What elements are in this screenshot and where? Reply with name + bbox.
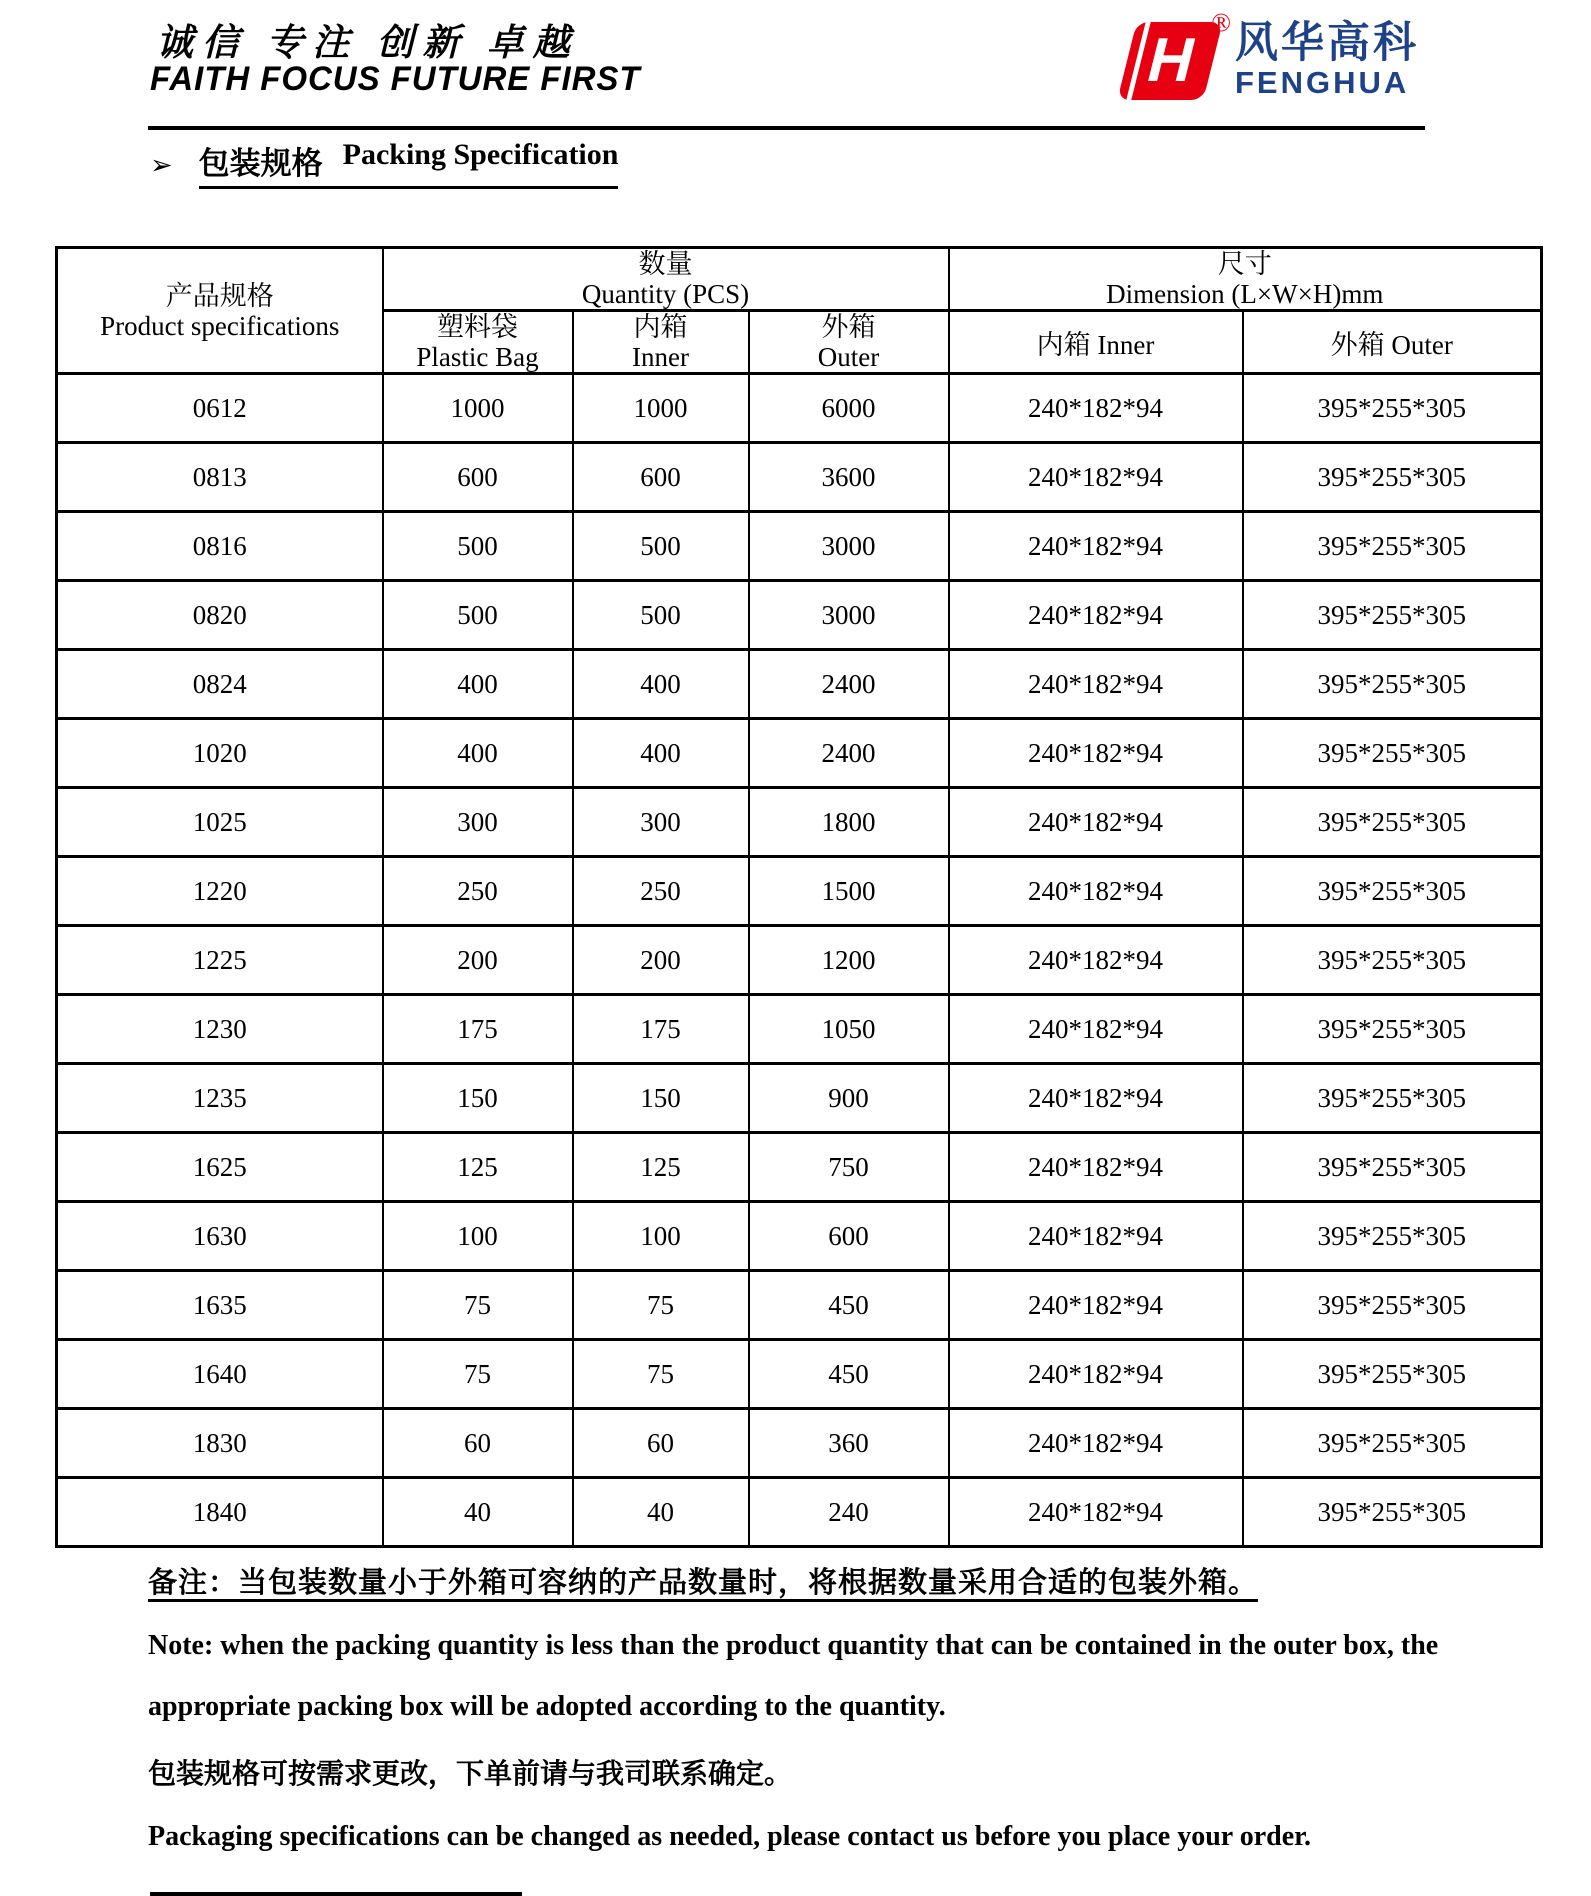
inner-qty-cell: 400 xyxy=(573,719,749,788)
plastic-bag-qty-cell: 400 xyxy=(383,719,573,788)
plastic-bag-qty-cell: 75 xyxy=(383,1271,573,1340)
table-row xyxy=(57,443,1542,512)
outer-qty-cell: 2400 xyxy=(749,719,949,788)
product-spec-cell: 1020 xyxy=(57,719,383,788)
column-header-plastic-bag xyxy=(383,311,573,374)
inner-dimension-cell: 240*182*94 xyxy=(949,1202,1243,1271)
change-note-chinese: 包装规格可按需求更改，下单前请与我司联系确定。 xyxy=(148,1759,793,1790)
note-chinese: 备注：当包装数量小于外箱可容纳的产品数量时，将根据数量采用合适的包装外箱。 xyxy=(148,1567,1259,1599)
section-title xyxy=(199,138,619,189)
inner-dimension-cell: 240*182*94 xyxy=(949,512,1243,581)
inner-dimension-cell: 240*182*94 xyxy=(949,443,1243,512)
table-row xyxy=(57,857,1542,926)
inner-dimension-cell: 240*182*94 xyxy=(949,1478,1243,1547)
table-row xyxy=(57,1340,1542,1409)
logo-emblem-shape-icon xyxy=(1117,22,1222,100)
plastic-bag-qty-cell: 40 xyxy=(383,1478,573,1547)
column-group-quantity xyxy=(383,248,949,311)
product-spec-cell: 1640 xyxy=(57,1340,383,1409)
plastic-bag-qty-cell: 150 xyxy=(383,1064,573,1133)
logo-text xyxy=(1235,20,1419,100)
outer-qty-cell: 1800 xyxy=(749,788,949,857)
outer-qty-cell: 240 xyxy=(749,1478,949,1547)
table-row xyxy=(57,926,1542,995)
inner-dimension-cell: 240*182*94 xyxy=(949,1271,1243,1340)
section-title-english: Packing Specification xyxy=(342,138,619,171)
inner-qty-cell: 600 xyxy=(573,443,749,512)
outer-qty-cell: 2400 xyxy=(749,650,949,719)
page-header xyxy=(0,0,1591,126)
table-row xyxy=(57,1271,1542,1340)
column-header-inner-qty xyxy=(573,311,749,374)
slogan-english: FAITH FOCUS FUTURE FIRST xyxy=(150,60,641,98)
column-header-outer-qty-cn: 外箱 xyxy=(821,312,876,342)
product-spec-cell: 1230 xyxy=(57,995,383,1064)
slogan-chinese: 诚信 专注 创新 卓越 xyxy=(156,23,579,64)
outer-qty-cell: 360 xyxy=(749,1409,949,1478)
outer-qty-cell: 1050 xyxy=(749,995,949,1064)
inner-dimension-cell: 240*182*94 xyxy=(949,650,1243,719)
plastic-bag-qty-cell: 125 xyxy=(383,1133,573,1202)
table-row xyxy=(57,1202,1542,1271)
inner-qty-cell: 125 xyxy=(573,1133,749,1202)
column-header-product-specifications xyxy=(57,248,383,374)
footer-divider xyxy=(150,1892,522,1896)
product-spec-cell: 1630 xyxy=(57,1202,383,1271)
product-spec-cell: 1225 xyxy=(57,926,383,995)
outer-dimension-cell: 395*255*305 xyxy=(1243,719,1542,788)
registered-trademark-icon: ® xyxy=(1211,8,1231,37)
table-row xyxy=(57,788,1542,857)
column-header-inner-qty-en: Inner xyxy=(632,342,689,372)
inner-dimension-cell: 240*182*94 xyxy=(949,581,1243,650)
plastic-bag-qty-cell: 1000 xyxy=(383,374,573,443)
outer-qty-cell: 600 xyxy=(749,1202,949,1271)
inner-dimension-cell: 240*182*94 xyxy=(949,926,1243,995)
outer-qty-cell: 900 xyxy=(749,1064,949,1133)
outer-dimension-cell: 395*255*305 xyxy=(1243,443,1542,512)
outer-dimension-cell: 395*255*305 xyxy=(1243,1478,1542,1547)
inner-qty-cell: 500 xyxy=(573,581,749,650)
product-spec-cell: 0820 xyxy=(57,581,383,650)
inner-qty-cell: 40 xyxy=(573,1478,749,1547)
outer-qty-cell: 450 xyxy=(749,1340,949,1409)
inner-qty-cell: 300 xyxy=(573,788,749,857)
inner-qty-cell: 100 xyxy=(573,1202,749,1271)
table-row xyxy=(57,1478,1542,1547)
table-header-group-row xyxy=(57,248,1542,311)
fenghua-logo xyxy=(1113,8,1419,106)
table-row xyxy=(57,995,1542,1064)
inner-dimension-cell: 240*182*94 xyxy=(949,1133,1243,1202)
table-row xyxy=(57,719,1542,788)
inner-qty-cell: 150 xyxy=(573,1064,749,1133)
inner-qty-cell: 175 xyxy=(573,995,749,1064)
plastic-bag-qty-cell: 600 xyxy=(383,443,573,512)
inner-dimension-cell: 240*182*94 xyxy=(949,995,1243,1064)
outer-qty-cell: 6000 xyxy=(749,374,949,443)
product-spec-cell: 1840 xyxy=(57,1478,383,1547)
table-row xyxy=(57,581,1542,650)
note-english-line1: Note: when the packing quantity is less than the product quantity that can be contained in the outer box, the xyxy=(148,1630,1439,1661)
plastic-bag-qty-cell: 200 xyxy=(383,926,573,995)
inner-qty-cell: 200 xyxy=(573,926,749,995)
outer-qty-cell: 450 xyxy=(749,1271,949,1340)
logo-name-english: FENGHUA xyxy=(1235,65,1410,100)
product-spec-cell: 0816 xyxy=(57,512,383,581)
plastic-bag-qty-cell: 60 xyxy=(383,1409,573,1478)
product-spec-cell: 1635 xyxy=(57,1271,383,1340)
product-spec-cell: 1830 xyxy=(57,1409,383,1478)
product-spec-cell: 0813 xyxy=(57,443,383,512)
outer-dimension-cell: 395*255*305 xyxy=(1243,1271,1542,1340)
outer-dimension-cell: 395*255*305 xyxy=(1243,995,1542,1064)
column-header-product-en: Product specifications xyxy=(100,310,340,341)
column-group-quantity-cn: 数量 xyxy=(638,249,693,279)
change-note-english: Packaging specifications can be changed as needed, please contact us before you place your order. xyxy=(148,1821,1312,1852)
outer-dimension-cell: 395*255*305 xyxy=(1243,512,1542,581)
logo-name-chinese: 风华高科 xyxy=(1235,19,1419,67)
outer-dimension-cell: 395*255*305 xyxy=(1243,1409,1542,1478)
inner-qty-cell: 250 xyxy=(573,857,749,926)
product-spec-cell: 1025 xyxy=(57,788,383,857)
inner-qty-cell: 75 xyxy=(573,1271,749,1340)
inner-dimension-cell: 240*182*94 xyxy=(949,857,1243,926)
inner-dimension-cell: 240*182*94 xyxy=(949,1064,1243,1133)
outer-dimension-cell: 395*255*305 xyxy=(1243,1202,1542,1271)
outer-dimension-cell: 395*255*305 xyxy=(1243,1064,1542,1133)
outer-qty-cell: 3000 xyxy=(749,581,949,650)
outer-qty-cell: 3000 xyxy=(749,512,949,581)
note-english-line2: appropriate packing box will be adopted according to the quantity. xyxy=(148,1691,946,1722)
column-header-outer-qty-en: Outer xyxy=(817,342,880,372)
plastic-bag-qty-cell: 300 xyxy=(383,788,573,857)
outer-qty-cell: 1200 xyxy=(749,926,949,995)
outer-qty-cell: 750 xyxy=(749,1133,949,1202)
table-row xyxy=(57,512,1542,581)
product-spec-cell: 1235 xyxy=(57,1064,383,1133)
packing-specification-table xyxy=(55,246,1543,1548)
logo-h-letter: H xyxy=(1140,26,1203,95)
inner-qty-cell: 1000 xyxy=(573,374,749,443)
column-group-dimension xyxy=(949,248,1542,311)
plastic-bag-qty-cell: 500 xyxy=(383,512,573,581)
notes-section xyxy=(148,1560,1591,1853)
outer-dimension-cell: 395*255*305 xyxy=(1243,1133,1542,1202)
outer-qty-cell: 3600 xyxy=(749,443,949,512)
outer-dimension-cell: 395*255*305 xyxy=(1243,926,1542,995)
plastic-bag-qty-cell: 175 xyxy=(383,995,573,1064)
plastic-bag-qty-cell: 75 xyxy=(383,1340,573,1409)
inner-qty-cell: 60 xyxy=(573,1409,749,1478)
plastic-bag-qty-cell: 250 xyxy=(383,857,573,926)
logo-emblem xyxy=(1113,8,1231,106)
table-row xyxy=(57,1064,1542,1133)
column-header-outer-qty xyxy=(749,311,949,374)
packing-table-body xyxy=(57,374,1542,1547)
inner-dimension-cell: 240*182*94 xyxy=(949,719,1243,788)
product-spec-cell: 0612 xyxy=(57,374,383,443)
inner-dimension-cell: 240*182*94 xyxy=(949,1409,1243,1478)
table-row xyxy=(57,650,1542,719)
column-header-inner-dimension: 内箱 Inner xyxy=(949,311,1243,374)
section-title-chinese: 包装规格 xyxy=(198,146,323,181)
inner-dimension-cell: 240*182*94 xyxy=(949,788,1243,857)
table-row xyxy=(57,374,1542,443)
column-header-plastic-bag-cn: 塑料袋 xyxy=(437,312,518,342)
inner-dimension-cell: 240*182*94 xyxy=(949,374,1243,443)
table-row xyxy=(57,1133,1542,1202)
inner-dimension-cell: 240*182*94 xyxy=(949,1340,1243,1409)
outer-dimension-cell: 395*255*305 xyxy=(1243,857,1542,926)
section-heading xyxy=(150,138,1591,189)
plastic-bag-qty-cell: 100 xyxy=(383,1202,573,1271)
product-spec-cell: 1220 xyxy=(57,857,383,926)
outer-dimension-cell: 395*255*305 xyxy=(1243,374,1542,443)
outer-dimension-cell: 395*255*305 xyxy=(1243,1340,1542,1409)
column-header-inner-qty-cn: 内箱 xyxy=(633,312,688,342)
product-spec-cell: 1625 xyxy=(57,1133,383,1202)
outer-dimension-cell: 395*255*305 xyxy=(1243,788,1542,857)
column-group-dimension-cn: 尺寸 xyxy=(1217,249,1272,279)
table-row xyxy=(57,1409,1542,1478)
outer-qty-cell: 1500 xyxy=(749,857,949,926)
inner-qty-cell: 75 xyxy=(573,1340,749,1409)
header-divider xyxy=(148,126,1425,130)
inner-qty-cell: 400 xyxy=(573,650,749,719)
arrow-bullet-icon: ➢ xyxy=(150,150,173,181)
column-header-plastic-bag-en: Plastic Bag xyxy=(416,342,539,372)
column-header-product-cn: 产品规格 xyxy=(165,280,274,311)
outer-dimension-cell: 395*255*305 xyxy=(1243,581,1542,650)
column-group-dimension-en: Dimension (L×W×H)mm xyxy=(1106,279,1384,309)
product-spec-cell: 0824 xyxy=(57,650,383,719)
plastic-bag-qty-cell: 400 xyxy=(383,650,573,719)
outer-dimension-cell: 395*255*305 xyxy=(1243,650,1542,719)
column-header-outer-dimension: 外箱 Outer xyxy=(1243,311,1542,374)
plastic-bag-qty-cell: 500 xyxy=(383,581,573,650)
column-group-quantity-en: Quantity (PCS) xyxy=(581,279,750,309)
inner-qty-cell: 500 xyxy=(573,512,749,581)
